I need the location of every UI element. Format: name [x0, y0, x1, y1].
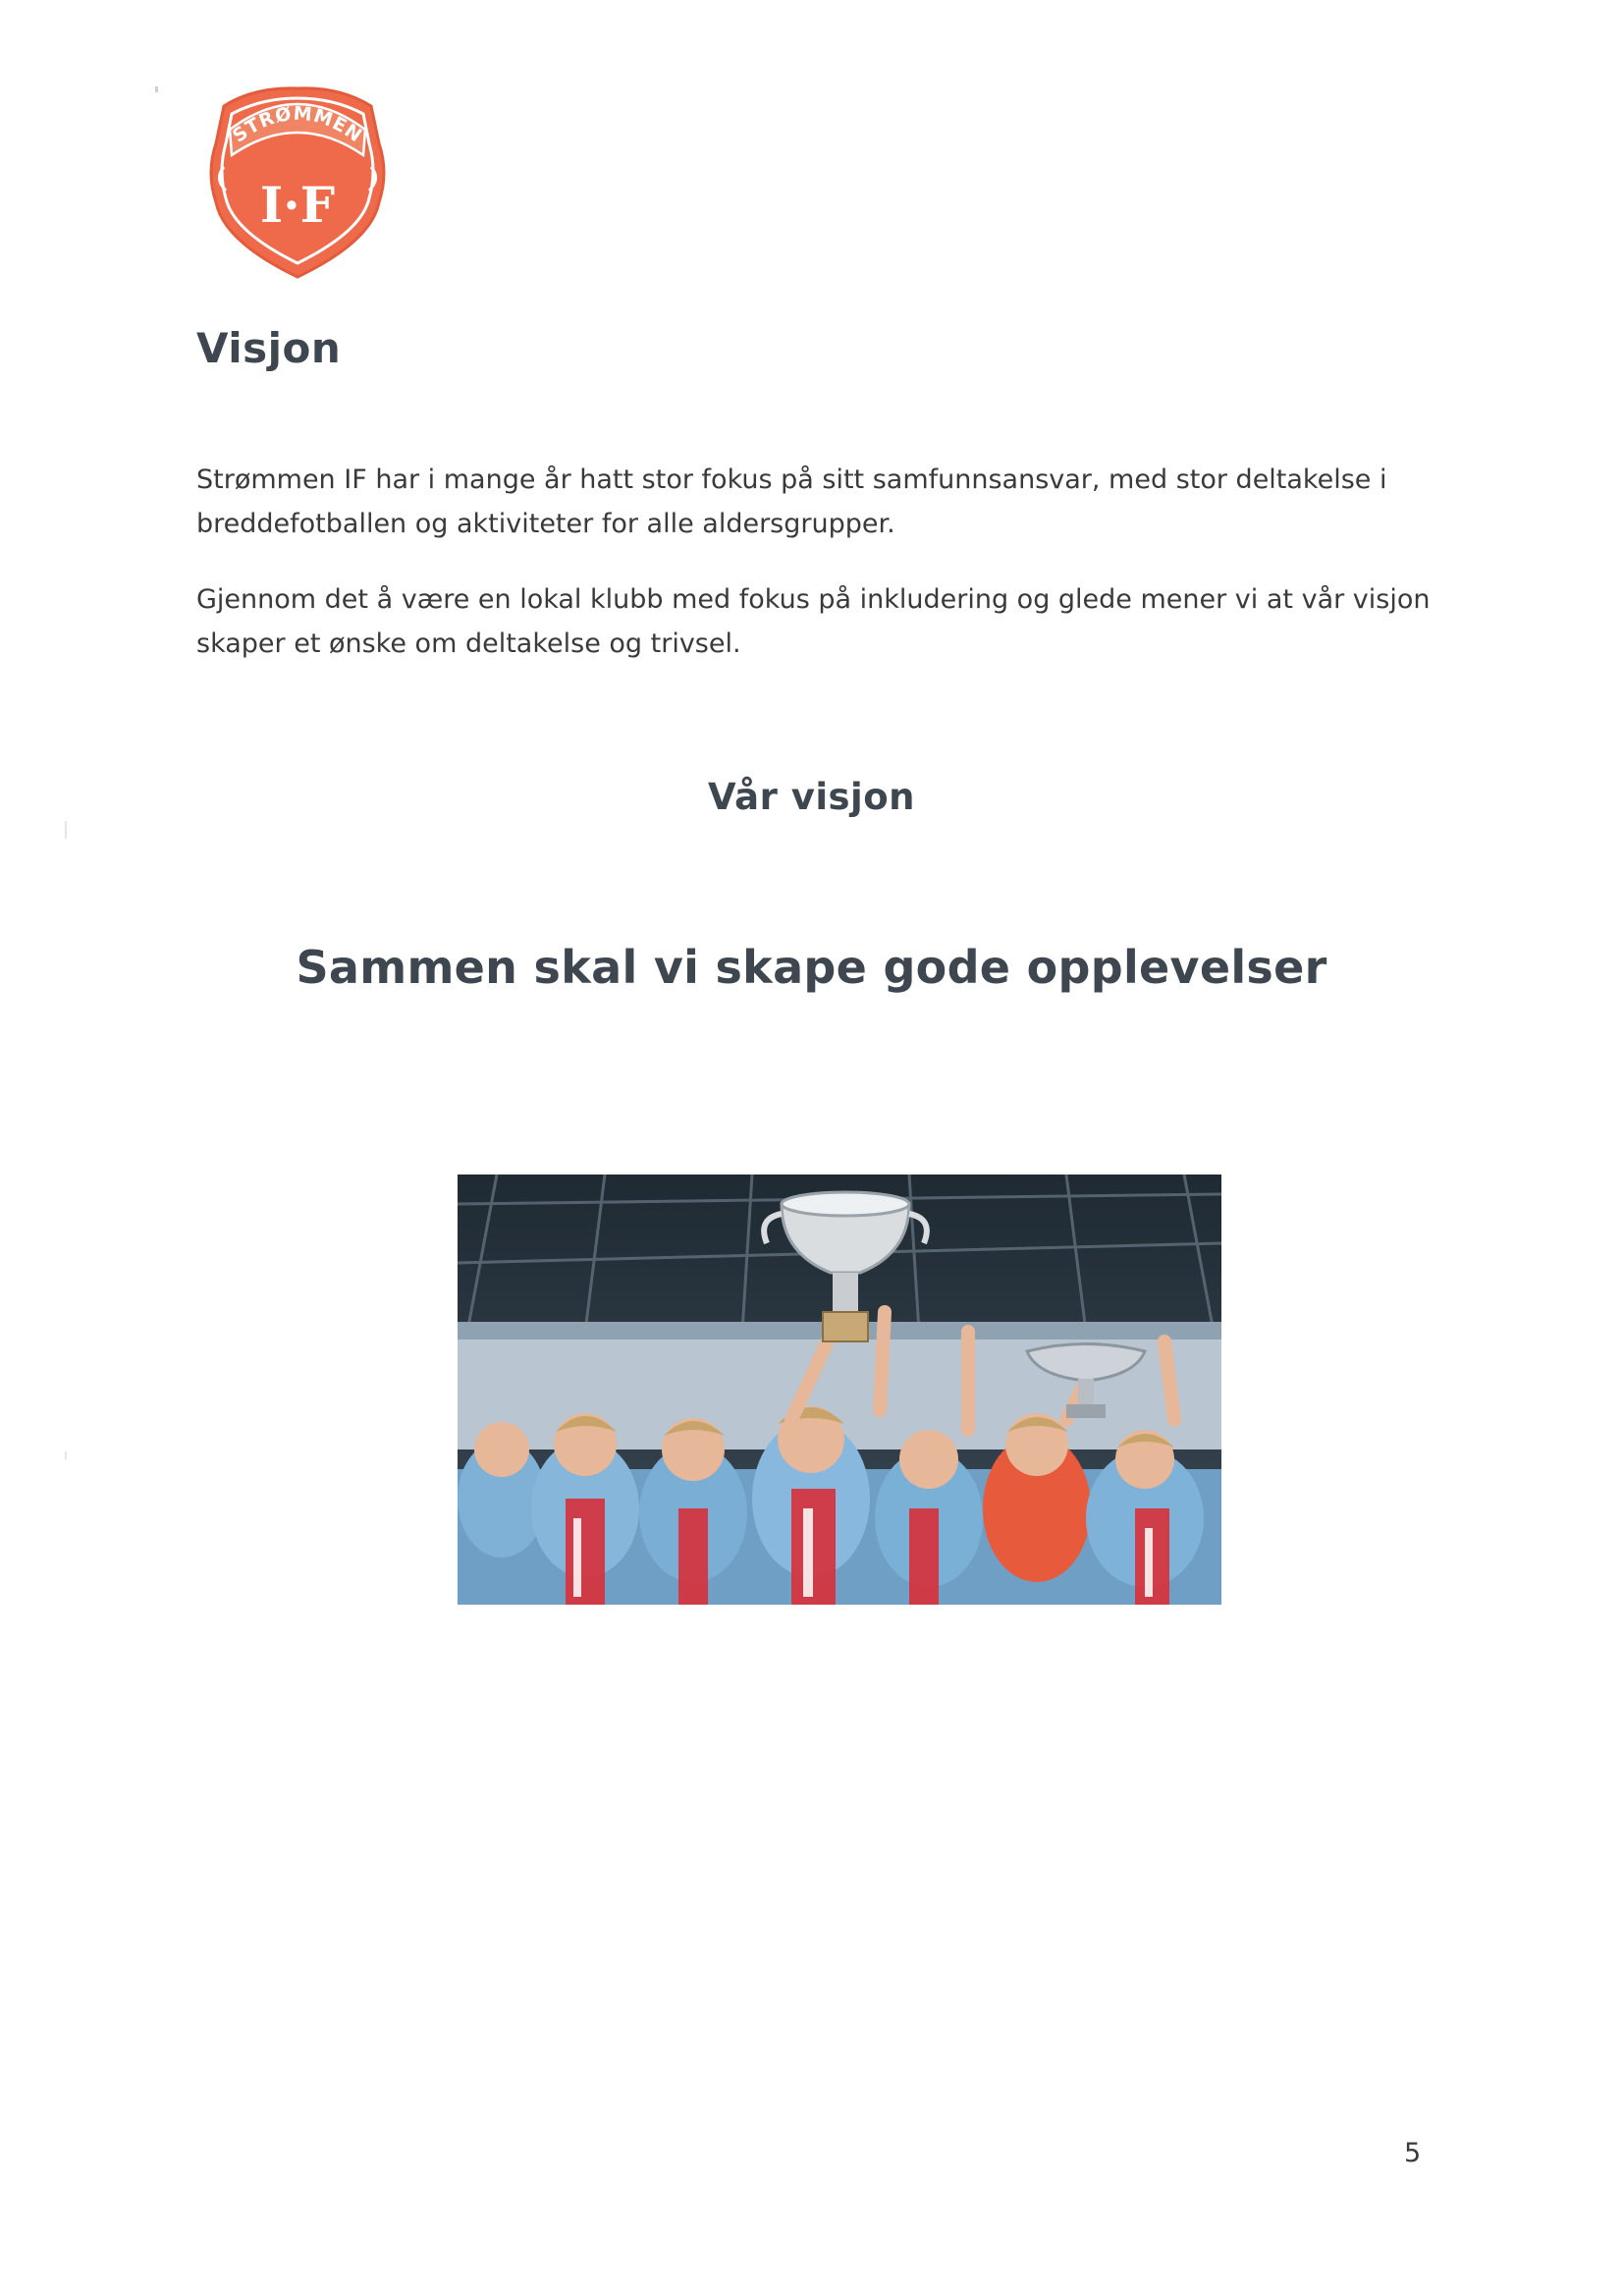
club-logo-shield-icon: [206, 84, 389, 281]
section-heading: Visjon: [196, 324, 342, 372]
paragraph-1: Strømmen IF har i mange år hatt stor fokus på sitt samfunnsansvar, med stor deltakelse i breddefotballen og aktiviteter for alle aldersgrupper.: [196, 465, 1387, 539]
photo-illustration: [458, 1175, 1221, 1605]
scan-speck: [65, 821, 67, 839]
club-logo: [206, 84, 389, 281]
page-number: 5: [1404, 2138, 1422, 2168]
paragraph-2: Gjennom det å være en lokal klubb med fokus på inkludering og glede mener vi at vår visjon skaper et ønske om deltakelse og trivsel.: [196, 584, 1431, 659]
logo-monogram: I·F: [259, 176, 336, 234]
scan-speck: [65, 1451, 67, 1459]
vision-slogan: Sammen skal vi skape gode opplevelser: [296, 941, 1327, 994]
logo-top-text: STRØMMEN: [228, 102, 367, 147]
scan-speck: [155, 86, 158, 92]
vision-subheading: Vår visjon: [708, 776, 915, 818]
team-celebration-photo: [458, 1175, 1221, 1605]
